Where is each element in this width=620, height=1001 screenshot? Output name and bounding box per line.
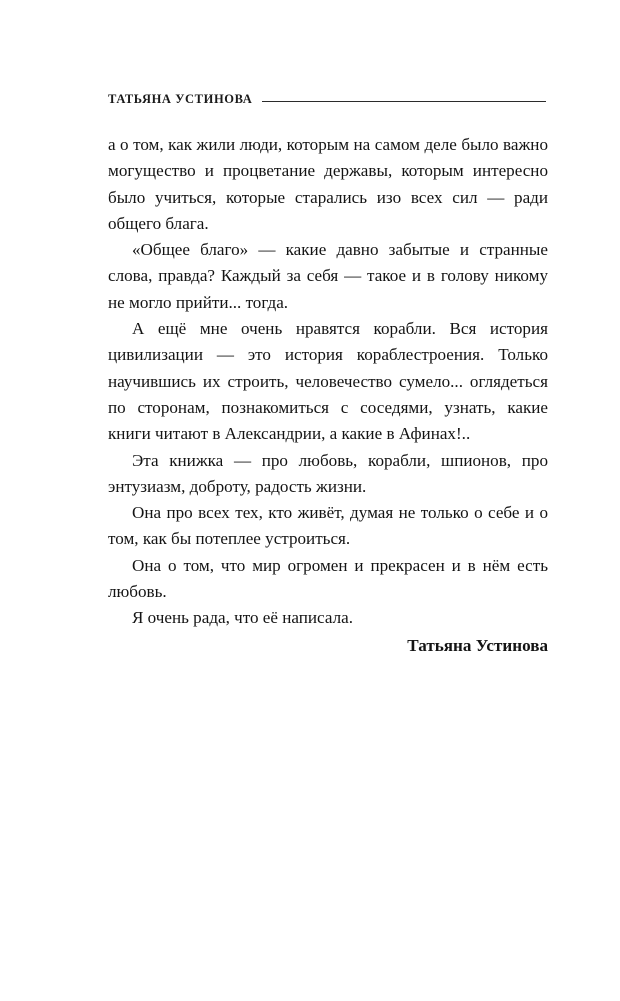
running-head-author: ТАТЬЯНА УСТИНОВА bbox=[108, 92, 253, 106]
paragraph: а о том, как жили люди, которым на самом деле было важно могущество и процветание державы, которым интересно было учиться, которые старались изо всех сил — ради общего блага. bbox=[108, 135, 548, 233]
paragraph: Я очень рада, что её написала. bbox=[132, 608, 353, 628]
paragraph: Эта книжка — про любовь, корабли, шпионов, про энтузиазм, доброту, радость жизни. bbox=[108, 450, 548, 496]
paragraph: Она про всех тех, кто живёт, думая не только о себе и о том, как бы потеплее устроиться. bbox=[108, 503, 548, 549]
horizontal-rule bbox=[262, 101, 546, 102]
running-head bbox=[108, 92, 546, 107]
paragraph: Она о том, что мир огромен и прекрасен и в нём есть любовь. bbox=[108, 555, 548, 602]
paragraph: А ещё мне очень нравятся корабли. Вся история цивилизации — это история кораблестроения. Только научившись их строить, человечество сумело... оглядеться по сторонам, познакомиться с соседями, узнать, какие книги читают в Александрии, а какие в Афинах!.. bbox=[108, 319, 548, 444]
page-body-text bbox=[108, 132, 548, 659]
author-signature: Татьяна Устинова bbox=[407, 635, 548, 655]
paragraph: «Общее благо» — какие давно забытые и странные слова, правда? Каждый за себя — такое и в голову никому не могло прийти... тогда. bbox=[108, 240, 548, 312]
